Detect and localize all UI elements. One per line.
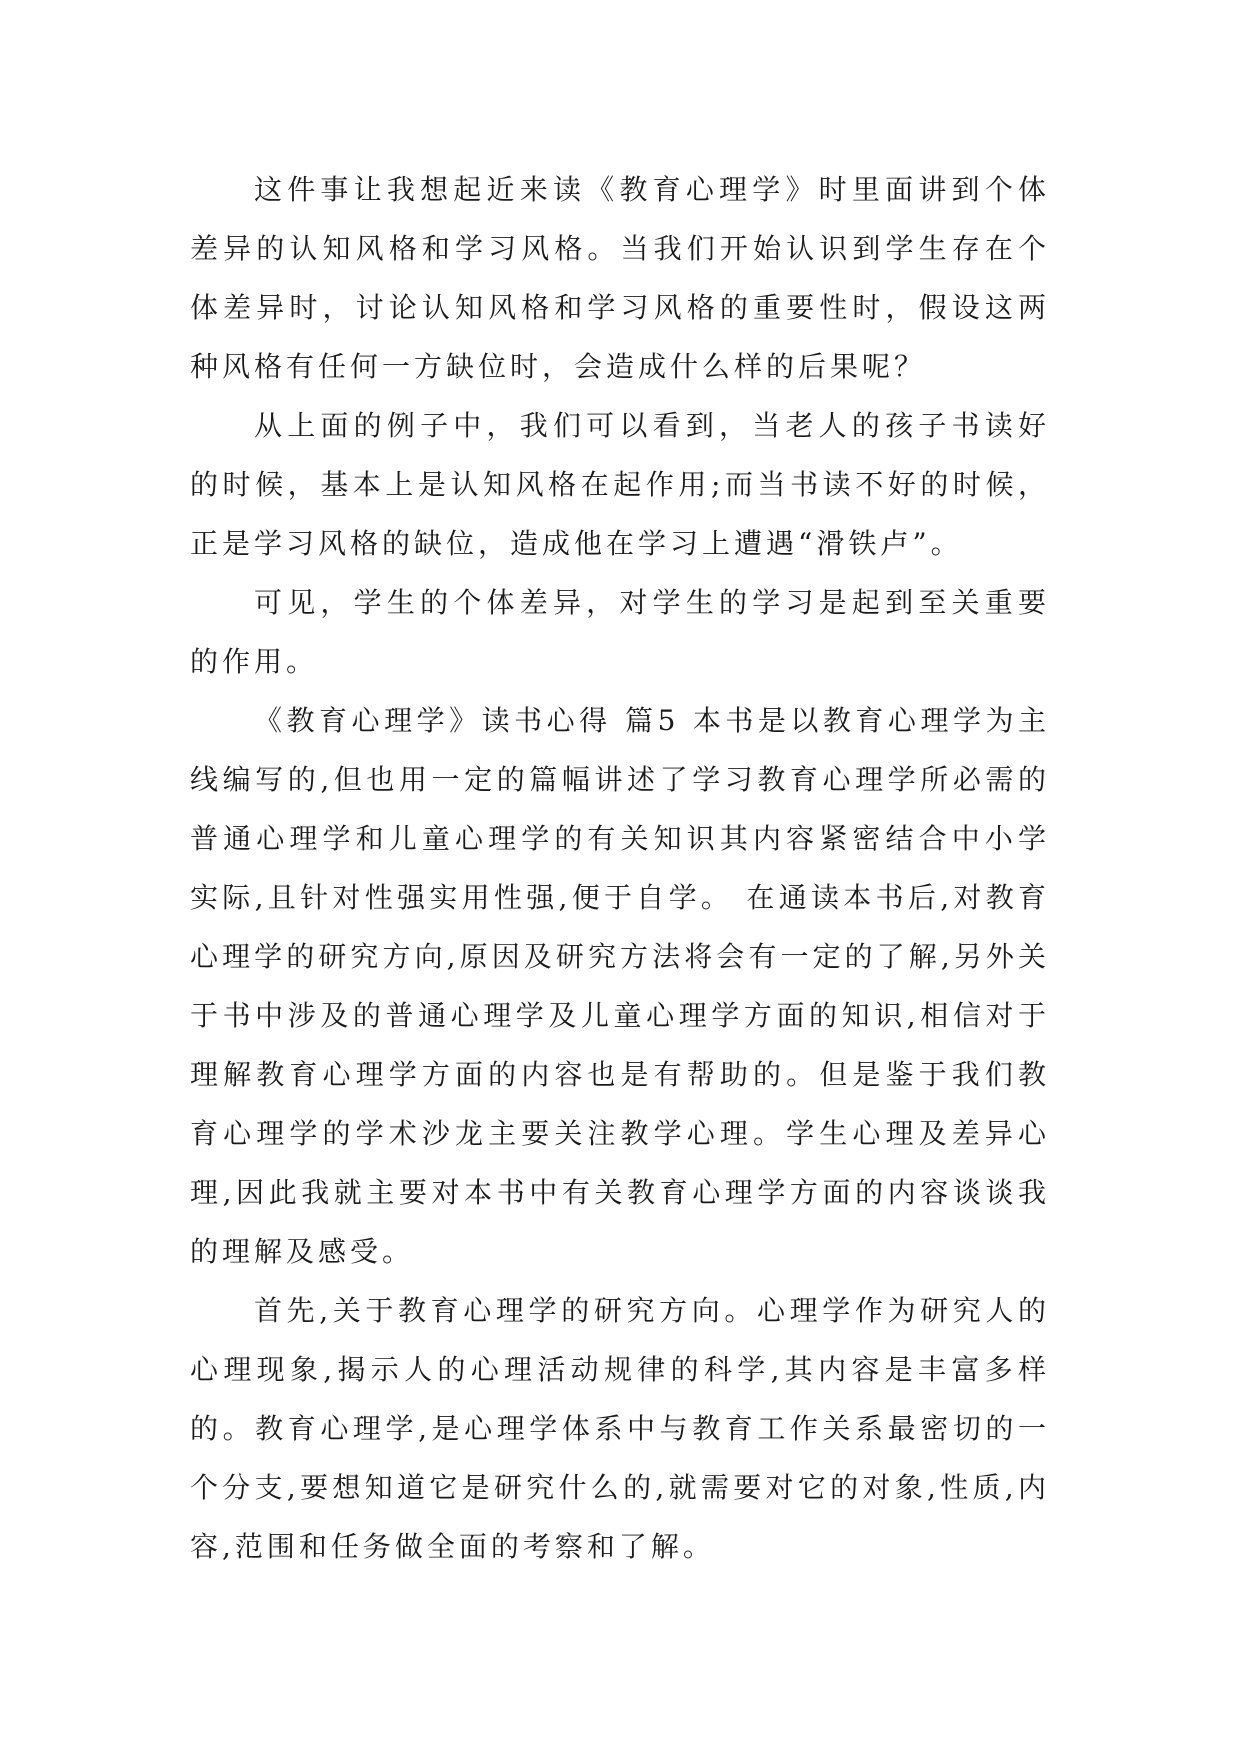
paragraph: 这件事让我想起近来读《教育心理学》时里面讲到个体差异的认知风格和学习风格。当我们开始认识到学生存在个体差异时，讨论认知风格和学习风格的重要性时，假设这两种风格有任何一方缺位时，会造成什么样的后果呢？ bbox=[190, 173, 1050, 383]
document-body bbox=[190, 160, 1050, 1576]
paragraph: 首先,关于教育心理学的研究方向。心理学作为研究人的心理现象,揭示人的心理活动规律的科学,其内容是丰富多样的。教育心理学,是心理学体系中与教育工作关系最密切的一个分支,要想知道它是研究什么的,就需要对它的对象,性质,内容,范围和任务做全面的考察和了解。 bbox=[190, 1294, 1050, 1563]
paragraph: 可见，学生的个体差异，对学生的学习是起到至关重要的作用。 bbox=[190, 586, 1050, 678]
paragraph: 《教育心理学》读书心得 篇5 本书是以教育心理学为主线编写的,但也用一定的篇幅讲述了学习教育心理学所必需的普通心理学和儿童心理学的有关知识其内容紧密结合中小学实际,且针对性强实用性强,便于自学。 在通读本书后,对教育心理学的研究方向,原因及研究方法将会有一定的了解,另外关于书中涉及的普通心理学及儿童心理学方面的知识,相信对于理解教育心理学方面的内容也是有帮助的。但是鉴于我们教育心理学的学术沙龙主要关注教学心理。学生心理及差异心理,因此我就主要对本书中有关教育心理学方面的内容谈谈我的理解及感受。 bbox=[190, 704, 1050, 1268]
paragraph: 从上面的例子中，我们可以看到，当老人的孩子书读好的时候，基本上是认知风格在起作用;而当书读不好的时候，正是学习风格的缺位，造成他在学习上遭遇“滑铁卢”。 bbox=[190, 409, 1050, 560]
